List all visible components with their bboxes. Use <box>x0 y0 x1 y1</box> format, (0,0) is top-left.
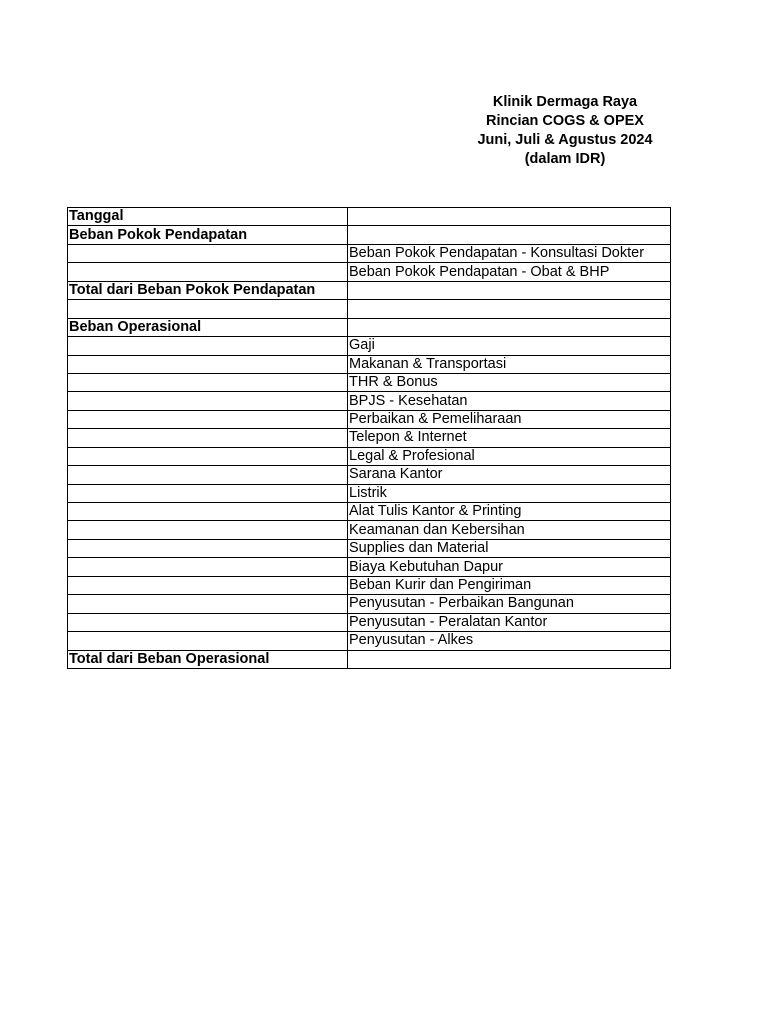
table-row <box>68 521 671 539</box>
table-row <box>68 300 671 318</box>
cell-category: Beban Operasional <box>68 318 348 336</box>
cell-category <box>68 576 348 594</box>
table-row <box>68 503 671 521</box>
company-name: Klinik Dermaga Raya <box>492 94 638 110</box>
table-row <box>68 558 671 576</box>
table-row <box>68 576 671 594</box>
table-row <box>68 595 671 613</box>
cell-category <box>68 355 348 373</box>
cell-account: Beban Pokok Pendapatan - Obat & BHP <box>348 263 671 281</box>
table-row <box>68 650 671 668</box>
table-row <box>68 466 671 484</box>
cell-account: Listrik <box>348 484 671 502</box>
cell-account: Alat Tulis Kantor & Printing <box>348 503 671 521</box>
table-row <box>68 244 671 262</box>
cell-category: Tanggal <box>68 208 348 226</box>
cell-account <box>348 226 671 244</box>
cell-category <box>68 337 348 355</box>
cell-account <box>348 281 671 299</box>
table-row <box>68 484 671 502</box>
cell-category <box>68 558 348 576</box>
cell-account: Telepon & Internet <box>348 429 671 447</box>
cell-category <box>68 466 348 484</box>
cell-account: Penyusutan - Alkes <box>348 632 671 650</box>
table-row <box>68 429 671 447</box>
table-row <box>68 226 671 244</box>
cell-account: Perbaikan & Pemeliharaan <box>348 410 671 428</box>
cell-category: Total dari Beban Pokok Pendapatan <box>68 281 348 299</box>
cell-category <box>68 484 348 502</box>
table-row <box>68 263 671 281</box>
table-row <box>68 613 671 631</box>
table-body <box>68 208 671 669</box>
report-period: Juni, Juli & Agustus 2024 <box>477 132 653 148</box>
cell-account: Supplies dan Material <box>348 539 671 557</box>
cell-account <box>348 208 671 226</box>
cell-account: Penyusutan - Peralatan Kantor <box>348 613 671 631</box>
cell-category: Total dari Beban Operasional <box>68 650 348 668</box>
cell-account: Makanan & Transportasi <box>348 355 671 373</box>
cell-account: Gaji <box>348 337 671 355</box>
cell-account: Legal & Profesional <box>348 447 671 465</box>
cell-category <box>68 503 348 521</box>
cell-category <box>68 613 348 631</box>
table-row <box>68 337 671 355</box>
table-row <box>68 355 671 373</box>
report-header <box>460 93 670 169</box>
cell-category <box>68 244 348 262</box>
cell-category <box>68 429 348 447</box>
cell-account: BPJS - Kesehatan <box>348 392 671 410</box>
cell-category: Beban Pokok Pendapatan <box>68 226 348 244</box>
cogs-opex-table <box>67 207 671 669</box>
cell-account: THR & Bonus <box>348 373 671 391</box>
cell-category <box>68 539 348 557</box>
table-row <box>68 318 671 336</box>
cell-account: Beban Pokok Pendapatan - Konsultasi Dokter <box>348 244 671 262</box>
table-row <box>68 208 671 226</box>
report-title: Rincian COGS & OPEX <box>486 113 644 129</box>
cell-category <box>68 300 348 318</box>
table-row <box>68 410 671 428</box>
cell-account: Biaya Kebutuhan Dapur <box>348 558 671 576</box>
cell-category <box>68 632 348 650</box>
cell-category <box>68 373 348 391</box>
table-row <box>68 373 671 391</box>
cell-category <box>68 595 348 613</box>
cell-account <box>348 318 671 336</box>
cell-account <box>348 650 671 668</box>
cell-category <box>68 410 348 428</box>
cell-account: Beban Kurir dan Pengiriman <box>348 576 671 594</box>
currency-note: (dalam IDR) <box>524 151 606 167</box>
table-row <box>68 447 671 465</box>
cell-category <box>68 447 348 465</box>
table-row <box>68 632 671 650</box>
table-row <box>68 281 671 299</box>
cell-account <box>348 300 671 318</box>
cell-category <box>68 392 348 410</box>
table-row <box>68 539 671 557</box>
cell-account: Sarana Kantor <box>348 466 671 484</box>
cell-category <box>68 521 348 539</box>
cell-account: Penyusutan - Perbaikan Bangunan <box>348 595 671 613</box>
cell-account: Keamanan dan Kebersihan <box>348 521 671 539</box>
cell-category <box>68 263 348 281</box>
table-row <box>68 392 671 410</box>
